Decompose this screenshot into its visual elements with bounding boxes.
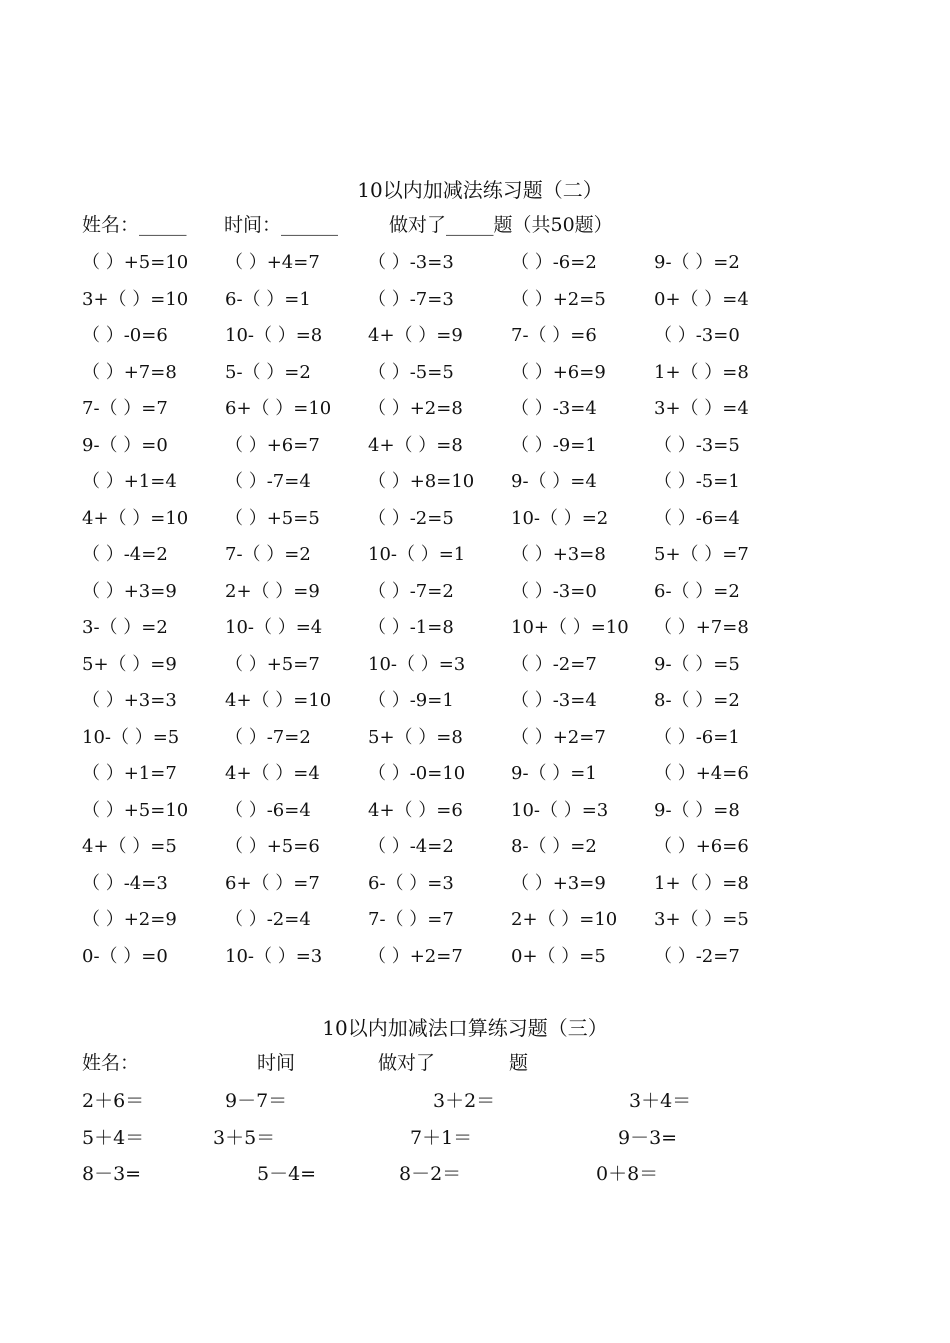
exercise-problem: （ ）+5=5: [225, 507, 320, 529]
exercise-problem: 5+（ ）=7: [654, 544, 749, 565]
exercise-problem: （ ）-3=3: [368, 252, 454, 273]
exercise-problem: 0-（ ）=0: [82, 945, 168, 967]
exercise-problem: 7-（ ）=7: [82, 398, 168, 419]
exercise-problem: 6+（ ）=10: [225, 398, 332, 419]
exercise-problem: （ ）-7=2: [225, 726, 311, 748]
exercise-problem: （ ）-2=7: [511, 653, 597, 675]
oral-exercise-problem: 0＋8＝: [596, 1163, 659, 1185]
exercise-problem: 10-（ ）=3: [511, 799, 609, 821]
exercise-problem: （ ）-2=4: [225, 909, 311, 930]
exercise-problem: 10-（ ）=4: [225, 617, 323, 638]
exercise-problem: 9-（ ）=2: [654, 252, 740, 273]
exercise-problem: 3+（ ）=5: [654, 909, 749, 930]
exercise-problem: （ ）-4=2: [368, 836, 454, 857]
oral-exercise-problem: 3＋5＝: [213, 1126, 276, 1149]
exercise-problem: 4+（ ）=4: [225, 763, 320, 784]
time-field-label: 时间: [257, 1052, 296, 1074]
score-field-label: 做对了_____题（共50题）: [389, 214, 613, 236]
exercise-problem: （ ）+5=10: [82, 252, 189, 273]
exercise-problem: （ ）+5=10: [82, 799, 189, 821]
exercise-problem: （ ）+4=7: [225, 252, 320, 273]
exercise-problem: （ ）-7=3: [368, 288, 454, 310]
exercise-problem: 3+（ ）=10: [82, 288, 189, 310]
exercise-problem: （ ）-6=2: [511, 252, 597, 273]
exercise-problem: 2+（ ）=9: [225, 580, 320, 602]
exercise-problem: （ ）+5=6: [225, 836, 320, 857]
exercise-problem: （ ）-5=5: [368, 361, 454, 383]
exercise-problem: 0+（ ）=5: [511, 945, 606, 967]
exercise-problem: （ ）+2=7: [368, 945, 463, 967]
oral-exercise-problem: 9－3=: [618, 1126, 678, 1149]
exercise-problem: （ ）-4=2: [82, 544, 168, 565]
oral-exercise-problem: 3＋4＝: [629, 1090, 692, 1112]
exercise-problem: 10-（ ）=3: [225, 945, 323, 967]
exercise-problem: （ ）+2=5: [511, 288, 606, 310]
exercise-problem: 10-（ ）=5: [82, 726, 180, 748]
exercise-problem: （ ）+7=8: [654, 617, 749, 638]
exercise-problem: （ ）+6=6: [654, 836, 749, 857]
exercise-problem: 9-（ ）=4: [511, 471, 597, 492]
exercise-problem: 6-（ ）=3: [368, 872, 454, 894]
exercise-problem: （ ）+3=9: [511, 872, 606, 894]
oral-exercise-problem: 5－4=: [257, 1163, 317, 1185]
exercise-problem: 10-（ ）=1: [368, 544, 466, 565]
name-field-label: 姓名：_____: [82, 214, 187, 236]
exercise-problem: 10-（ ）=2: [511, 507, 609, 529]
oral-exercise-problem: 9－7＝: [225, 1090, 288, 1112]
oral-exercise-problem: 3＋2＝: [433, 1090, 496, 1112]
exercise-problem: （ ）-3=0: [511, 580, 597, 602]
exercise-problem: 5+（ ）=9: [82, 653, 177, 675]
exercise-problem: （ ）-0=10: [368, 763, 466, 784]
exercise-problem: （ ）-3=0: [654, 325, 740, 346]
exercise-problem: （ ）-7=4: [225, 471, 311, 492]
exercise-problem: （ ）+6=7: [225, 434, 320, 456]
oral-exercise-problem: 5＋4＝: [82, 1126, 145, 1149]
exercise-problem: （ ）-4=3: [82, 872, 168, 894]
exercise-problem: 5+（ ）=8: [368, 726, 463, 748]
exercise-problem: （ ）+3=9: [82, 580, 177, 602]
oral-exercise-problem: 8－2＝: [399, 1163, 462, 1185]
exercise-problem: （ ）-2=5: [368, 507, 454, 529]
oral-exercise-problem: 2＋6＝: [82, 1090, 145, 1112]
exercise-problem: （ ）-5=1: [654, 471, 740, 492]
exercise-problem: （ ）+7=8: [82, 361, 177, 383]
exercise-problem: 6-（ ）=2: [654, 580, 740, 602]
exercise-problem: 9-（ ）=8: [654, 799, 740, 821]
exercise-problem: 4+（ ）=9: [368, 325, 463, 346]
exercise-problem: 4+（ ）=10: [82, 507, 189, 529]
oral-exercise-problem: 8－3=: [82, 1163, 142, 1185]
exercise-problem: （ ）+2=9: [82, 909, 177, 930]
worksheet-title-2: 10以内加减法练习题（二）: [357, 178, 603, 202]
exercise-problem: （ ）-3=5: [654, 434, 740, 456]
oral-exercise-problem: 7＋1＝: [410, 1126, 473, 1149]
exercise-problem: （ ）+1=7: [82, 763, 177, 784]
exercise-problem: （ ）+2=7: [511, 726, 606, 748]
time-field-label: 时间：______: [224, 214, 339, 236]
exercise-problem: （ ）+2=8: [368, 398, 463, 419]
exercise-problem: 7-（ ）=7: [368, 909, 454, 930]
exercise-problem: （ ）-2=7: [654, 945, 740, 967]
exercise-problem: 1+（ ）=8: [654, 872, 749, 894]
exercise-problem: 4+（ ）=6: [368, 799, 463, 821]
exercise-problem: （ ）-9=1: [511, 434, 597, 456]
exercise-problem: 6-（ ）=1: [225, 288, 311, 310]
exercise-problem: （ ）+8=10: [368, 471, 475, 492]
exercise-problem: 6+（ ）=7: [225, 872, 320, 894]
exercise-problem: 2+（ ）=10: [511, 909, 618, 930]
exercise-problem: （ ）-7=2: [368, 580, 454, 602]
exercise-problem: （ ）+5=7: [225, 653, 320, 675]
exercise-problem: （ ）-9=1: [368, 690, 454, 711]
problems-field-label: 题: [509, 1052, 529, 1074]
exercise-problem: （ ）-3=4: [511, 690, 597, 711]
exercise-problem: 10-（ ）=8: [225, 325, 323, 346]
exercise-problem: 3+（ ）=4: [654, 398, 749, 419]
worksheet-title-3: 10以内加减法口算练习题（三）: [322, 1016, 608, 1040]
exercise-problem: 8-（ ）=2: [654, 690, 740, 711]
exercise-problem: （ ）-6=4: [654, 507, 740, 529]
exercise-problem: （ ）+3=8: [511, 544, 606, 565]
exercise-problem: （ ）-1=8: [368, 617, 454, 638]
exercise-problem: （ ）+4=6: [654, 763, 749, 784]
exercise-problem: 1+（ ）=8: [654, 361, 749, 383]
exercise-problem: 7-（ ）=6: [511, 325, 597, 346]
exercise-problem: 9-（ ）=0: [82, 434, 168, 456]
exercise-problem: 7-（ ）=2: [225, 544, 311, 565]
exercise-problem: （ ）+1=4: [82, 471, 177, 492]
exercise-problem: （ ）+6=9: [511, 361, 606, 383]
score-field-label: 做对了: [378, 1052, 436, 1074]
exercise-problem: 4+（ ）=8: [368, 434, 463, 456]
exercise-problem: 9-（ ）=1: [511, 763, 597, 784]
exercise-problem: （ ）-6=4: [225, 799, 311, 821]
exercise-problem: 10-（ ）=3: [368, 653, 466, 675]
exercise-problem: 4+（ ）=10: [225, 690, 332, 711]
exercise-problem: 5-（ ）=2: [225, 361, 311, 383]
exercise-problem: 0+（ ）=4: [654, 288, 749, 310]
exercise-problem: 4+（ ）=5: [82, 836, 177, 857]
name-field-label: 姓名：: [82, 1052, 140, 1074]
exercise-problem: （ ）-3=4: [511, 398, 597, 419]
exercise-problem: （ ）+3=3: [82, 690, 177, 711]
exercise-problem: （ ）-6=1: [654, 726, 740, 748]
exercise-problem: 9-（ ）=5: [654, 653, 740, 675]
exercise-problem: （ ）-0=6: [82, 325, 168, 346]
exercise-problem: 3-（ ）=2: [82, 617, 168, 638]
exercise-problem: 8-（ ）=2: [511, 836, 597, 857]
exercise-problem: 10+（ ）=10: [511, 617, 629, 638]
